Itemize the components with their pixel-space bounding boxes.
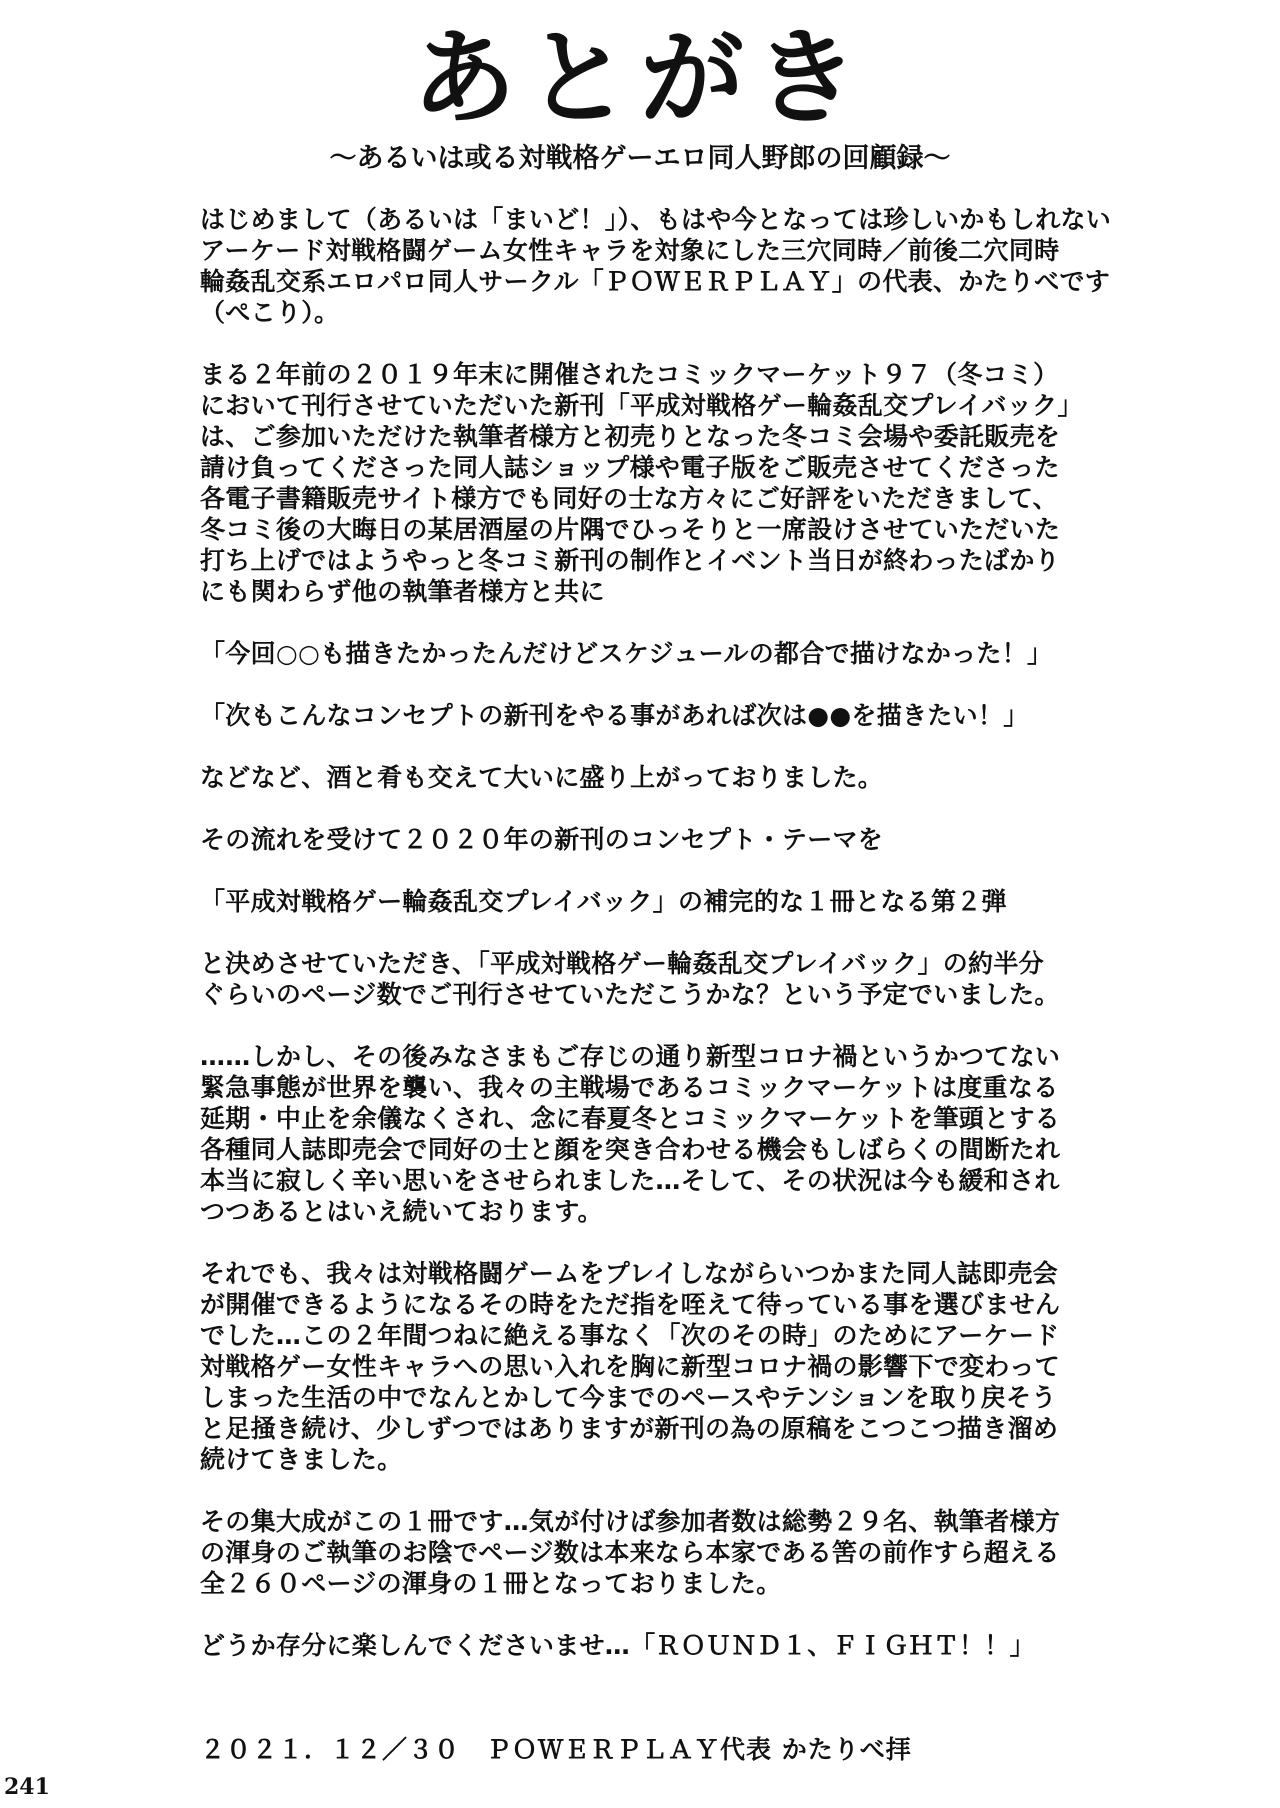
paragraph xyxy=(200,700,1120,731)
text-line: その流れを受けて２０２０年の新刊のコンセプト・テーマを xyxy=(200,825,884,854)
text-line: などなど、酒と肴も交えて大いに盛り上がっておりました。 xyxy=(200,763,884,792)
afterword-body xyxy=(200,204,1120,1692)
text-line: 全２６０ページの渾身の１冊となっておりました。 xyxy=(200,1569,782,1598)
text-line: と足掻き続け、少しずつではありますが新刊の為の原稿をこつこつ描き溜め xyxy=(200,1414,1059,1443)
paragraph xyxy=(200,1258,1120,1475)
text-line: まる２年前の２０１９年末に開催されたコミックマーケット９７（冬コミ） xyxy=(200,360,1059,389)
paragraph xyxy=(200,1041,1120,1227)
text-line: 本当に寂しく辛い思いをさせられました…そして、その状況は今も緩和され xyxy=(200,1166,1060,1195)
paragraph xyxy=(200,886,1120,917)
text-line: が開催できるようになるその時をただ指を咥えて待っている事を選びません xyxy=(200,1290,1061,1319)
text-line: 「今回○○も描きたかったんだけどスケジュールの都合で描けなかった！」 xyxy=(200,639,1053,668)
paragraph xyxy=(200,762,1120,793)
text-line: それでも、我々は対戦格闘ゲームをプレイしながらいつかまた同人誌即売会 xyxy=(200,1259,1058,1288)
text-line: 「平成対戦格ゲー輪姦乱交プレイバック」の補完的な１冊となる第２弾 xyxy=(200,887,1007,916)
text-line: の渾身のご執筆のお陰でページ数は本来なら本家である筈の前作すら超える xyxy=(200,1538,1060,1567)
paragraph xyxy=(200,359,1120,607)
text-line: はじめまして（あるいは「まいど！」）、もはや今となっては珍しいかもしれない xyxy=(200,205,1112,234)
paragraph xyxy=(200,1630,1120,1661)
text-line: 延期・中止を余儀なくされ、念に春夏冬とコミックマーケットを筆頭とする xyxy=(200,1104,1060,1133)
text-line: 緊急事態が世界を襲い、我々の主戦場であるコミックマーケットは度重なる xyxy=(200,1073,1059,1102)
text-line: アーケード対戦格闘ゲーム女性キャラを対象にした三穴同時／前後二穴同時 xyxy=(200,236,1060,265)
text-line: において刊行させていただいた新刊「平成対戦格ゲー輪姦乱交プレイバック」 xyxy=(200,391,1083,420)
text-line: 打ち上げではようやっと冬コミ新刊の制作とイベント当日が終わったばかり xyxy=(200,546,1060,575)
text-line: 「次もこんなコンセプトの新刊をやる事があれば次は●●を描きたい！」 xyxy=(200,701,1029,730)
text-line: しまった生活の中でなんとかして今までのペースやテンションを取り戻そう xyxy=(200,1383,1057,1412)
text-line: 各電子書籍販売サイト様方でも同好の士な方々にご好評をいただきまして、 xyxy=(200,484,1058,513)
paragraph xyxy=(200,204,1120,328)
text-line: は、ご参加いただけた執筆者様方と初売りとなった冬コミ会場や委託販売を xyxy=(200,422,1061,451)
text-line: ……しかし、その後みなさまもご存じの通り新型コロナ禍というかつてない xyxy=(200,1042,1061,1071)
paragraph xyxy=(200,638,1120,669)
page-title: あとがき xyxy=(411,16,868,139)
text-line: でした…この２年間つねに絶える事なく「次のその時」のためにアーケード xyxy=(200,1321,1060,1350)
text-line: どうか存分に楽しんでくださいませ…「ＲＯＵＮＤ１、ＦＩＧＨＴ！！」 xyxy=(200,1631,1035,1660)
text-line: （ぺこり）。 xyxy=(200,298,340,327)
text-line: 続けてきました。 xyxy=(200,1445,403,1474)
page-number: 241 xyxy=(4,1774,50,1800)
paragraph xyxy=(200,824,1120,855)
text-line: と決めさせていただき、「平成対戦格ゲー輪姦乱交プレイバック」の約半分 xyxy=(200,949,1044,978)
text-line: ぐらいのページ数でご刊行させていただこうかな？という予定でいました。 xyxy=(200,980,1060,1009)
text-line: その集大成がこの１冊です…気が付けば参加者数は総勢２９名、執筆者様方 xyxy=(200,1507,1061,1536)
text-line: 冬コミ後の大晦日の某居酒屋の片隅でひっそりと一席設けさせていただいた xyxy=(200,515,1061,544)
text-line: にも関わらず他の執筆者様方と共に xyxy=(200,577,605,606)
paragraph xyxy=(200,1506,1120,1599)
signature-line: ２０２１．１２／３０ ＰＯＷＥＲＰＬＡＹ代表 かたりべ拝 xyxy=(200,1735,912,1764)
subtitle: 〜あるいは或る対戦格ゲーエロ同人野郎の回顧録〜 xyxy=(329,143,951,174)
text-line: 請け負ってくださった同人誌ショップ様や電子版をご販売させてくださった xyxy=(200,453,1060,482)
paragraph xyxy=(200,948,1120,1010)
text-line: 対戦格ゲー女性キャラへの思い入れを胸に新型コロナ禍の影響下で変わって xyxy=(200,1352,1060,1381)
text-line: 各種同人誌即売会で同好の士と顔を突き合わせる機会もしばらくの間断たれ xyxy=(200,1135,1061,1164)
text-line: つつあるとはいえ続いております。 xyxy=(200,1197,603,1226)
text-line: 輪姦乱交系エロパロ同人サークル「ＰＯＷＥＲＰＬＡＹ」の代表、かたりべです xyxy=(200,267,1111,296)
